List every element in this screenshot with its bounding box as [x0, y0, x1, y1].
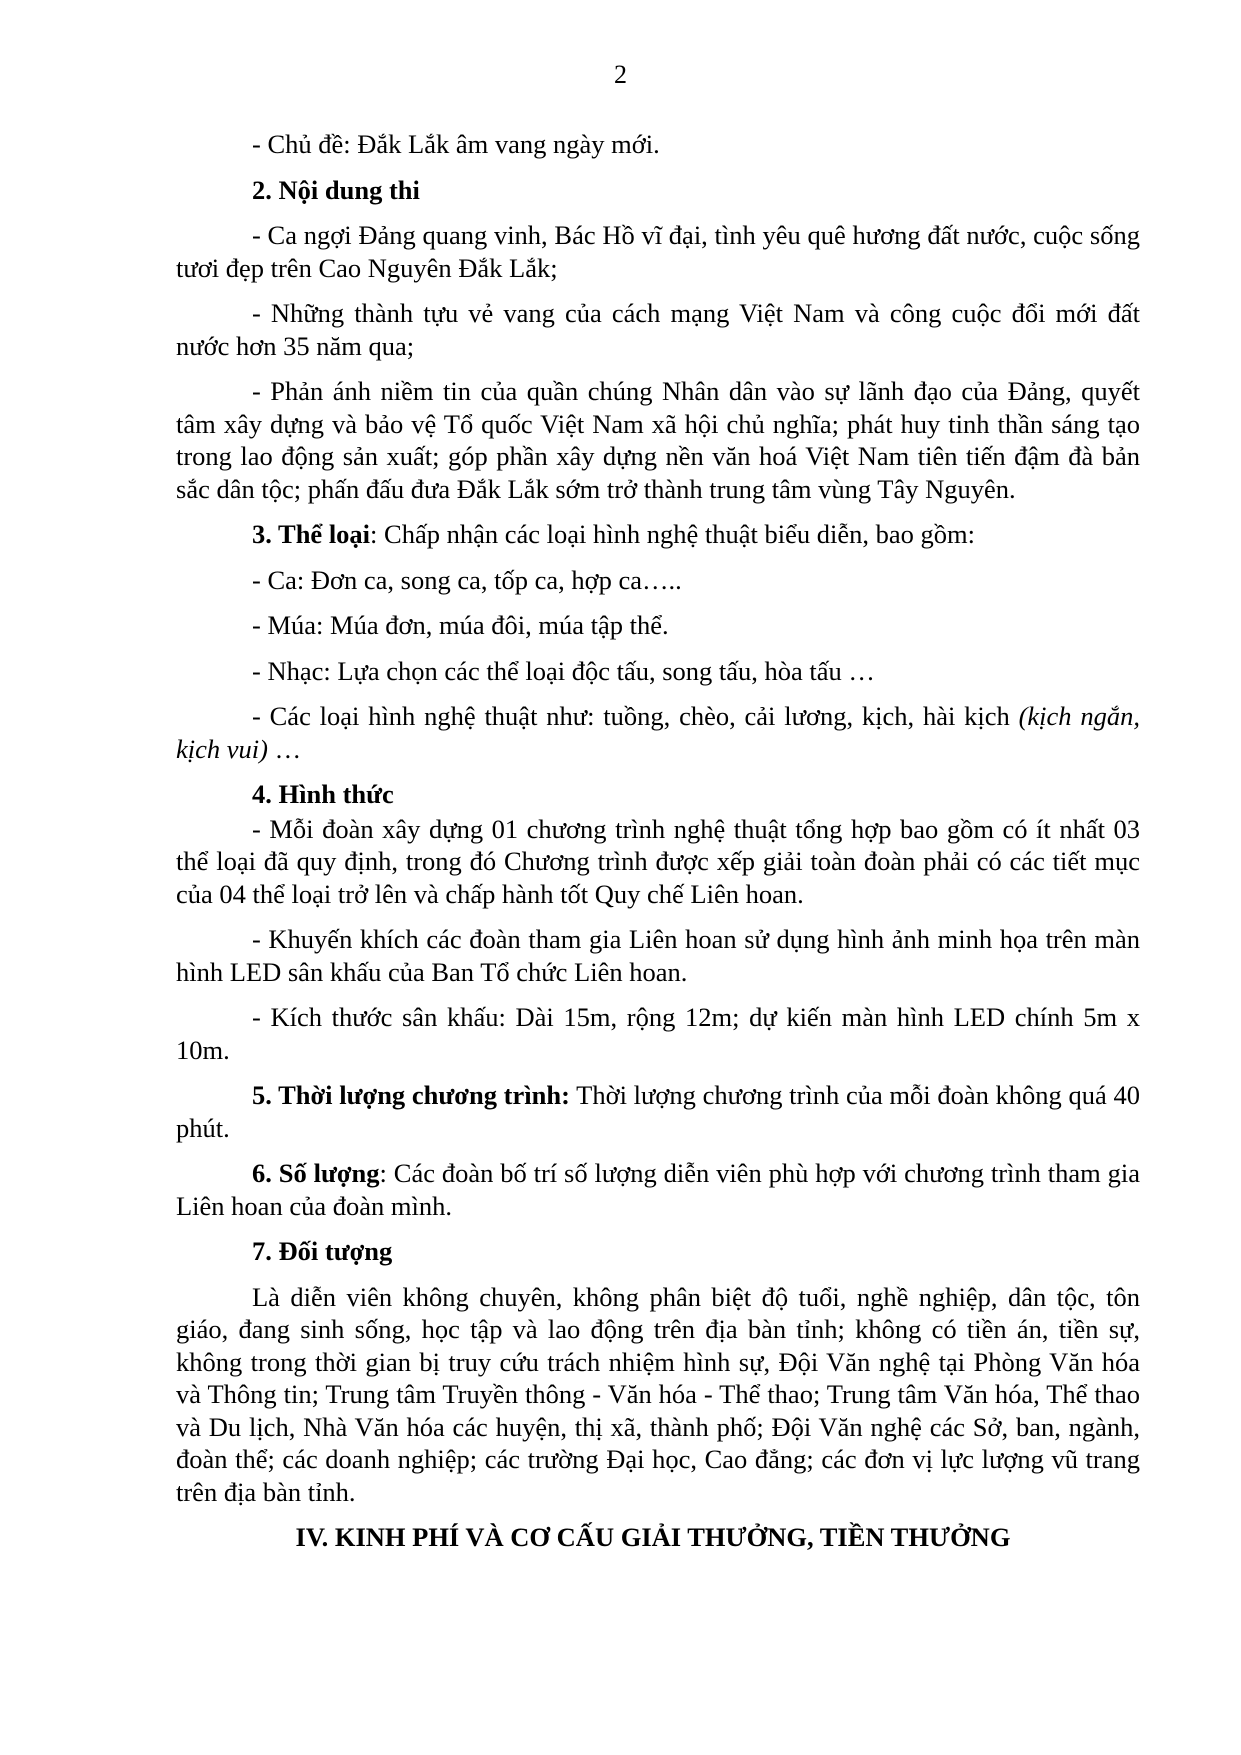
genre-other-arts: [176, 700, 1140, 765]
heading-genre: [176, 518, 1140, 551]
heading-format: [176, 778, 1140, 811]
heading-genre-label: 3. Thể loại: [252, 519, 371, 549]
heading-quantity: [176, 1157, 1140, 1222]
heading-quantity-text: : Các đoàn bố trí số lượng diễn viên phù hợp với chương trình tham gia Liên hoan của đoàn mình.: [176, 1158, 1140, 1221]
content-item-3: - Phản ánh niềm tin của quần chúng Nhân dân vào sự lãnh đạo của Đảng, quyết tâm xây dựng và bảo vệ Tổ quốc Việt Nam xã hội chủ nghĩa; phát huy tinh thần sáng tạo trong lao động sản xuất; góp phần xây dựng nền văn hoá Việt Nam tiên tiến đậm đà bản sắc dân tộc; phấn đấu đưa Đắk Lắk sớm trở thành trung tâm vùng Tây Nguyên.: [176, 376, 1140, 504]
content-item-1: - Ca ngợi Đảng quang vinh, Bác Hồ vĩ đại, tình yêu quê hương đất nước, cuộc sống tươi đẹp trên Cao Nguyên Đắk Lắk;: [176, 220, 1140, 283]
genre-music: - Nhạc: Lựa chọn các thể loại độc tấu, song tấu, hòa tấu …: [252, 655, 875, 686]
genre-singing: - Ca: Đơn ca, song ca, tốp ca, hợp ca…..: [252, 564, 682, 595]
heading-genre-text: : Chấp nhận các loại hình nghệ thuật biểu diễn, bao gồm:: [370, 519, 975, 549]
theme-line: - Chủ đề: Đắk Lắk âm vang ngày mới.: [252, 129, 660, 159]
genre-other-tail: …: [267, 733, 302, 764]
page-number: 2: [614, 60, 627, 89]
heading-duration: [176, 1079, 1140, 1144]
heading-format-label: 4. Hình thức: [252, 779, 394, 809]
participants-description: Là diễn viên không chuyên, không phân biệt độ tuổi, nghề nghiệp, dân tộc, tôn giáo, đang sinh sống, học tập và lao động trên địa bàn tỉnh; không có tiền án, tiền sự, không trong thời gian bị truy cứu trách nhiệm hình sự, Đội Văn nghệ tại Phòng Văn hóa và Thông tin; Trung tâm Truyền thông - Văn hóa - Thể thao; Trung tâm Văn hóa, Thể thao và Du lịch, Nhà Văn hóa các huyện, thị xã, thành phố; Đội Văn nghệ các Sở, ban, ngành, đoàn thể; các doanh nghiệp; các trường Đại học, Cao đẳng; các đơn vị lực lượng vũ trang trên địa bàn tỉnh.: [176, 1281, 1140, 1507]
heading-quantity-label: 6. Số lượng: [252, 1158, 380, 1188]
heading-duration-text: Thời lượng chương trình của mỗi đoàn không quá 40 phút.: [176, 1080, 1140, 1143]
heading-duration-label: 5. Thời lượng chương trình:: [252, 1080, 570, 1110]
content-item-2: - Những thành tựu vẻ vang của cách mạng Việt Nam và công cuộc đổi mới đất nước hơn 35 năm qua;: [176, 298, 1140, 361]
genre-other-italic: (kịch ngắn, kịch vui): [176, 701, 1140, 764]
genre-dance: - Múa: Múa đơn, múa đôi, múa tập thể.: [252, 610, 669, 640]
heading-participants-label: 7. Đối tượng: [252, 1236, 393, 1266]
heading-content: [176, 174, 1140, 207]
heading-participants: [176, 1235, 1140, 1268]
genre-other-text: - Các loại hình nghệ thuật như: tuồng, chèo, cải lương, kịch, hài kịch: [252, 701, 1019, 731]
format-item-3: - Kích thước sân khấu: Dài 15m, rộng 12m; dự kiến màn hình LED chính 5m x 10m.: [176, 1002, 1140, 1065]
format-item-2: - Khuyến khích các đoàn tham gia Liên hoan sử dụng hình ảnh minh họa trên màn hình LED sân khấu của Ban Tổ chức Liên hoan.: [176, 924, 1140, 987]
format-item-1: - Mỗi đoàn xây dựng 01 chương trình nghệ thuật tổng hợp bao gồm có ít nhất 03 thể loại đã quy định, trong đó Chương trình được xếp giải toàn đoàn phải có các tiết mục của 04 thể loại trở lên và chấp hành tốt Quy chế Liên hoan.: [176, 813, 1140, 909]
document-body: [176, 128, 1140, 1554]
heading-content-label: 2. Nội dung thi: [252, 174, 420, 205]
section-iv-heading: IV. KINH PHÍ VÀ CƠ CẤU GIẢI THƯỞNG, TIỀN THƯỞNG: [295, 1522, 1011, 1552]
